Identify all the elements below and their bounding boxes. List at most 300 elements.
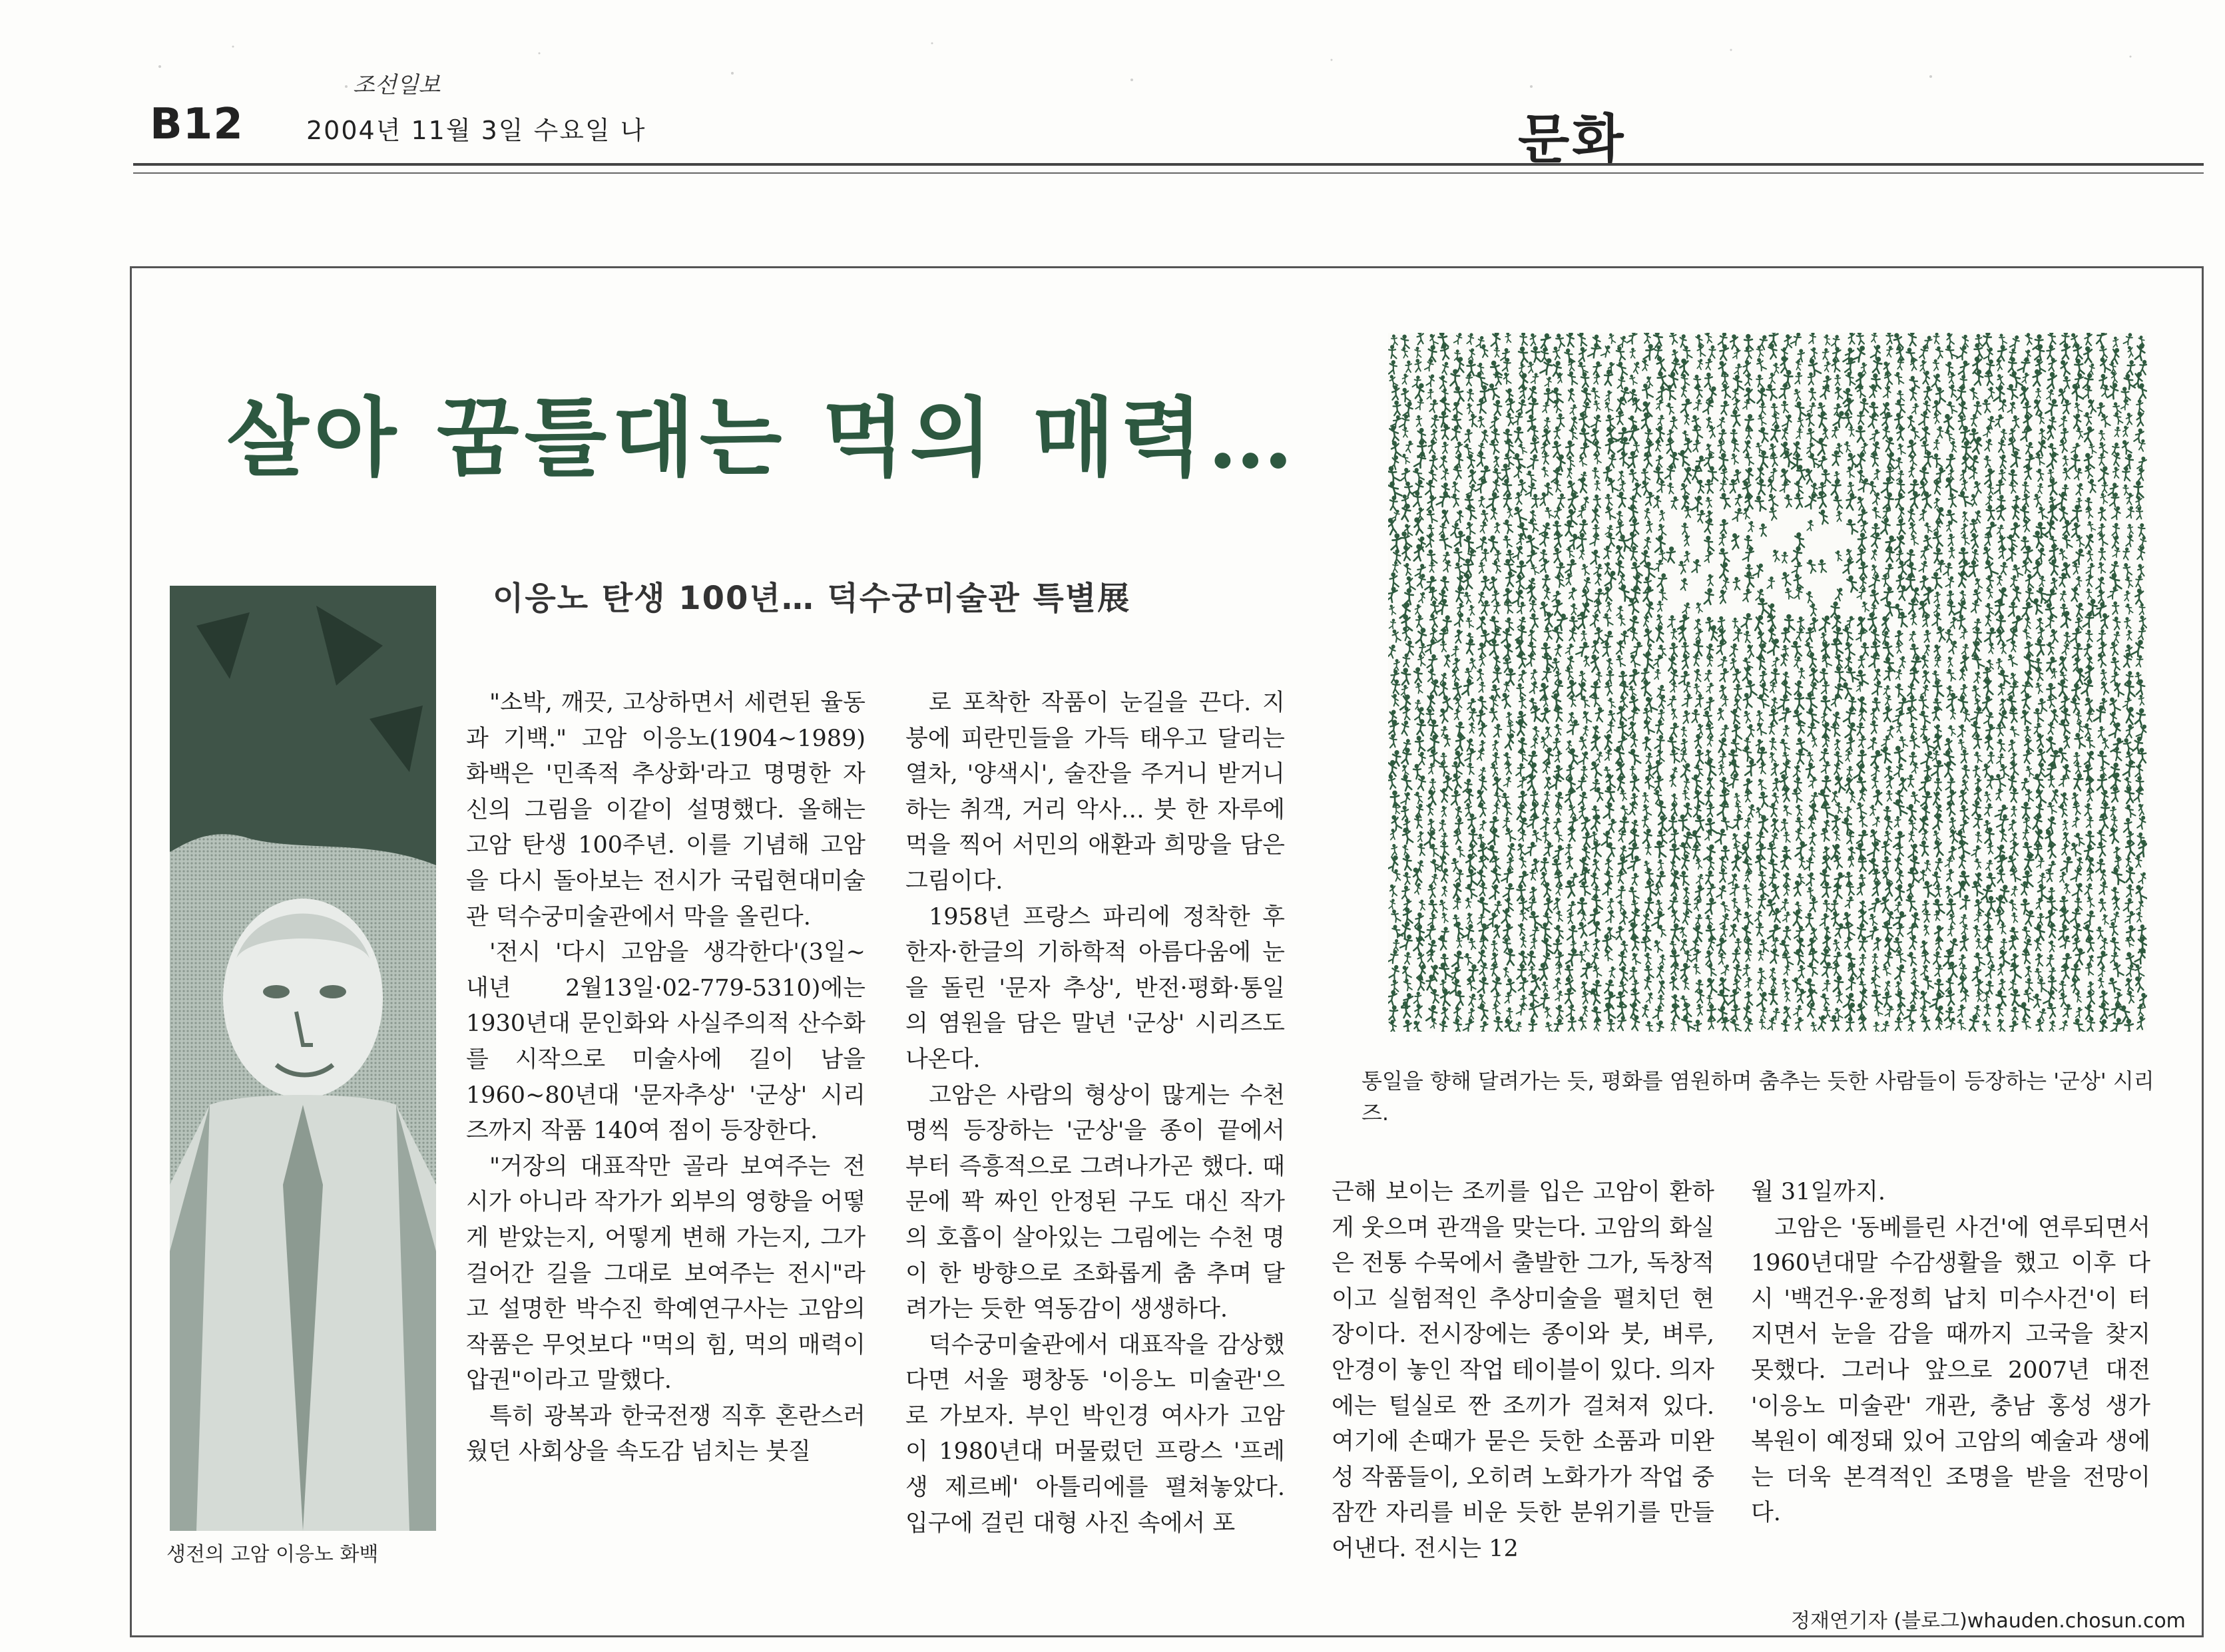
crowd-figure bbox=[1467, 708, 1477, 721]
crowd-figure bbox=[1793, 881, 1802, 896]
crowd-figure bbox=[1441, 842, 1449, 855]
crowd-figure bbox=[1542, 938, 1553, 954]
crowd-figure bbox=[1935, 626, 1946, 642]
crowd-figure bbox=[2083, 643, 2093, 657]
crowd-figure bbox=[1541, 801, 1551, 815]
crowd-figure bbox=[1883, 601, 1895, 617]
crowd-figure bbox=[1592, 841, 1601, 857]
crowd-figure bbox=[2023, 853, 2036, 871]
crowd-figure bbox=[1692, 710, 1699, 723]
crowd-figure bbox=[2113, 467, 2119, 478]
crowd-figure bbox=[1494, 724, 1502, 737]
crowd-figure bbox=[1716, 828, 1727, 844]
crowd-figure bbox=[2039, 576, 2045, 586]
crowd-figure bbox=[1912, 403, 1919, 414]
crowd-figure bbox=[1883, 437, 1895, 453]
crowd-figure bbox=[1768, 722, 1776, 734]
crowd-figure bbox=[1667, 735, 1679, 751]
crowd-figure bbox=[1935, 778, 1941, 791]
crowd-figure bbox=[1642, 359, 1648, 370]
crowd-figure bbox=[1682, 602, 1691, 614]
crowd-figure bbox=[2007, 437, 2019, 453]
crowd-figure bbox=[2047, 642, 2055, 655]
crowd-figure bbox=[1770, 948, 1779, 963]
crowd-figure bbox=[1705, 643, 1715, 658]
crowd-figure bbox=[1477, 914, 1485, 925]
crowd-figure bbox=[2137, 468, 2145, 481]
crowd-figure bbox=[1631, 952, 1640, 965]
crowd-figure bbox=[1428, 720, 1439, 736]
crowd-figure bbox=[2009, 899, 2017, 911]
crowd-figure bbox=[2071, 963, 2081, 980]
crowd-figure bbox=[1822, 428, 1830, 440]
crowd-figure bbox=[1988, 751, 1994, 763]
crowd-figure bbox=[1702, 710, 1714, 726]
crowd-figure bbox=[1870, 564, 1879, 575]
crowd-figure bbox=[1643, 508, 1651, 519]
crowd-figure bbox=[1493, 791, 1502, 803]
crowd-figure bbox=[1626, 424, 1641, 443]
crowd-figure bbox=[1401, 347, 1409, 358]
crowd-figure bbox=[1555, 333, 1565, 347]
crowd-figure bbox=[1718, 656, 1728, 668]
crowd-figure bbox=[1608, 454, 1616, 468]
crowd-figure bbox=[2134, 884, 2147, 901]
crowd-figure bbox=[1999, 698, 2006, 710]
crowd-figure bbox=[1895, 413, 1903, 428]
crowd-figure bbox=[2009, 469, 2017, 484]
crowd-figure bbox=[2072, 413, 2082, 429]
crowd-figure bbox=[1921, 426, 1930, 441]
crowd-figure bbox=[1784, 991, 1791, 1002]
crowd-figure bbox=[1567, 546, 1575, 558]
crowd-figure bbox=[1454, 1006, 1461, 1019]
crowd-figure bbox=[1792, 561, 1803, 575]
crowd-figure bbox=[1490, 976, 1503, 993]
crowd-figure bbox=[1960, 628, 1967, 640]
crowd-figure bbox=[1455, 937, 1463, 948]
crowd-figure bbox=[1425, 924, 1436, 940]
crowd-figure bbox=[1477, 870, 1485, 884]
crowd-figure bbox=[2073, 1018, 2085, 1032]
crowd-figure bbox=[1892, 936, 1903, 952]
crowd-figure bbox=[1893, 745, 1905, 763]
crowd-figure bbox=[1920, 1015, 1932, 1031]
crowd-figure bbox=[1653, 1005, 1663, 1020]
crowd-figure bbox=[1781, 572, 1791, 586]
crowd-figure bbox=[2136, 564, 2146, 577]
crowd-figure bbox=[1469, 605, 1475, 616]
crowd-figure bbox=[1554, 723, 1563, 735]
crowd-figure bbox=[1954, 599, 1968, 617]
crowd-figure bbox=[1704, 497, 1713, 508]
crowd-figure bbox=[2132, 639, 2145, 657]
crowd-figure bbox=[1501, 908, 1511, 924]
crowd-figure bbox=[1628, 469, 1638, 483]
crowd-figure bbox=[2109, 361, 2116, 373]
crowd-figure bbox=[2137, 1016, 2144, 1030]
crowd-figure bbox=[2059, 590, 2068, 602]
crowd-figure bbox=[1743, 831, 1752, 846]
crowd-figure bbox=[1767, 843, 1777, 858]
crowd-figure bbox=[1795, 372, 1802, 384]
crowd-figure bbox=[1822, 681, 1829, 694]
crowd-figure bbox=[2112, 506, 2122, 520]
crowd-figure bbox=[1770, 668, 1779, 683]
crowd-figure bbox=[2102, 385, 2109, 397]
crowd-figure bbox=[2025, 966, 2032, 977]
crowd-figure bbox=[1391, 909, 1401, 923]
crowd-figure bbox=[1809, 668, 1818, 684]
crowd-figure bbox=[1670, 417, 1676, 429]
crowd-figure bbox=[1856, 333, 1865, 345]
crowd-figure bbox=[1388, 644, 1397, 658]
crowd-figure bbox=[2124, 839, 2135, 856]
crowd-figure bbox=[1389, 1020, 1397, 1032]
page-number: B12 bbox=[150, 100, 244, 149]
crowd-figure bbox=[1860, 398, 1869, 412]
crowd-figure bbox=[1732, 833, 1740, 845]
crowd-figure bbox=[1945, 344, 1957, 360]
crowd-figure bbox=[1628, 505, 1638, 521]
crowd-figure bbox=[1975, 831, 1982, 842]
crowd-figure bbox=[1871, 953, 1877, 964]
headline: 살아 꿈틀대는 먹의 매력… bbox=[226, 388, 1299, 488]
crowd-figure bbox=[1945, 429, 1954, 441]
crowd-figure bbox=[1419, 752, 1425, 765]
crowd-figure bbox=[1985, 951, 1995, 964]
crowd-figure bbox=[1653, 760, 1662, 775]
crowd-figure bbox=[1405, 440, 1414, 453]
crowd-figure bbox=[1759, 451, 1768, 467]
crowd-figure bbox=[1780, 706, 1792, 722]
crowd-figure bbox=[1909, 333, 1916, 345]
crowd-figure bbox=[2085, 910, 2095, 925]
crowd-figure bbox=[1719, 856, 1726, 868]
crowd-figure bbox=[1757, 778, 1766, 790]
crowd-figure bbox=[2059, 980, 2066, 992]
crowd-figure bbox=[1923, 881, 1934, 898]
crowd-figure bbox=[1708, 345, 1716, 358]
crowd-figure bbox=[1604, 401, 1612, 413]
crowd-figure bbox=[2026, 574, 2034, 588]
crowd-figure bbox=[1463, 591, 1472, 604]
crowd-figure bbox=[1670, 909, 1680, 923]
crowd-figure bbox=[1477, 669, 1483, 681]
crowd-figure bbox=[1871, 777, 1878, 789]
crowd-figure bbox=[1520, 333, 1527, 345]
crowd-figure bbox=[1770, 803, 1778, 817]
crowd-figure bbox=[2083, 844, 2095, 861]
crowd-figure bbox=[1880, 897, 1890, 913]
crowd-figure bbox=[1628, 686, 1636, 697]
crowd-figure bbox=[1642, 828, 1652, 845]
crowd-figure bbox=[2063, 1004, 2072, 1018]
crowd-figure bbox=[1403, 427, 1408, 437]
crowd-figure bbox=[1477, 1003, 1489, 1020]
crowd-figure bbox=[2100, 493, 2108, 504]
crowd-figure bbox=[1478, 696, 1487, 710]
crowd-figure bbox=[1730, 1018, 1741, 1032]
crowd-figure bbox=[2126, 493, 2134, 505]
crowd-figure bbox=[1481, 549, 1489, 561]
crowd-figure bbox=[1845, 493, 1857, 510]
crowd-figure bbox=[2022, 802, 2031, 818]
crowd-figure bbox=[1451, 882, 1463, 900]
crowd-figure bbox=[1577, 921, 1589, 938]
crowd-figure bbox=[1514, 465, 1523, 479]
crowd-figure bbox=[1871, 441, 1881, 456]
crowd-figure bbox=[1984, 1004, 1991, 1016]
crowd-figure bbox=[2036, 748, 2047, 764]
crowd-figure bbox=[1668, 895, 1679, 911]
crowd-figure bbox=[1582, 832, 1592, 847]
crowd-figure bbox=[1553, 737, 1561, 750]
crowd-figure bbox=[1431, 414, 1439, 428]
crowd-figure bbox=[1796, 720, 1806, 733]
crowd-figure bbox=[1834, 975, 1844, 992]
crowd-figure bbox=[1694, 914, 1703, 927]
crowd-figure bbox=[1577, 776, 1587, 791]
crowd-figure bbox=[1531, 373, 1539, 384]
crowd-figure bbox=[1959, 669, 1966, 681]
crowd-figure bbox=[1730, 533, 1741, 550]
crowd-figure bbox=[1734, 684, 1742, 698]
crowd-figure bbox=[2037, 884, 2048, 900]
crowd-figure bbox=[1949, 817, 1957, 829]
crowd-figure bbox=[1531, 790, 1538, 803]
crowd-figure bbox=[1413, 359, 1422, 372]
crowd-figure bbox=[1544, 417, 1551, 428]
section-title: 문화 bbox=[1518, 108, 1626, 170]
crowd-figure bbox=[1994, 385, 2005, 401]
crowd-figure bbox=[1668, 802, 1679, 817]
crowd-figure bbox=[2037, 483, 2044, 493]
crowd-figure bbox=[2010, 335, 2021, 349]
crowd-figure bbox=[1670, 722, 1680, 737]
crowd-figure bbox=[1478, 976, 1489, 993]
crowd-figure bbox=[1729, 989, 1738, 1004]
crowd-figure bbox=[1921, 655, 1929, 668]
crowd-figure bbox=[1856, 967, 1865, 980]
crowd-figure bbox=[1467, 813, 1475, 829]
crowd-figure bbox=[2095, 333, 2107, 345]
crowd-figure bbox=[1961, 644, 1969, 655]
crowd-figure bbox=[1492, 1003, 1500, 1014]
crowd-figure bbox=[1958, 725, 1966, 737]
crowd-figure bbox=[1970, 414, 1978, 427]
crowd-figure bbox=[2021, 710, 2031, 725]
crowd-figure bbox=[2061, 643, 2071, 655]
crowd-figure bbox=[1450, 522, 1460, 537]
crowd-figure bbox=[1973, 734, 1982, 749]
crowd-figure bbox=[1908, 630, 1917, 642]
crowd-figure bbox=[1758, 871, 1766, 884]
crowd-figure bbox=[2008, 602, 2017, 616]
crowd-figure bbox=[1982, 333, 1992, 347]
crowd-figure bbox=[2084, 883, 2094, 896]
crowd-figure bbox=[1670, 642, 1678, 657]
crowd-figure bbox=[1958, 490, 1971, 507]
crowd-figure bbox=[1983, 558, 1998, 577]
crowd-figure bbox=[1784, 831, 1790, 842]
crowd-figure bbox=[1541, 467, 1549, 477]
crowd-figure bbox=[2011, 806, 2017, 817]
crowd-figure bbox=[2134, 481, 2144, 498]
crowd-figure bbox=[1590, 814, 1602, 831]
crowd-figure bbox=[2035, 468, 2045, 481]
crowd-figure bbox=[1670, 962, 1680, 976]
crowd-figure bbox=[1453, 546, 1465, 562]
crowd-figure bbox=[1948, 493, 1957, 507]
portrait-illustration bbox=[170, 586, 436, 1531]
crowd-figure bbox=[1680, 910, 1691, 924]
crowd-figure bbox=[1931, 572, 1941, 588]
crowd-figure bbox=[1656, 600, 1664, 612]
crowd-figure bbox=[1758, 815, 1769, 832]
crowd-figure bbox=[1542, 652, 1553, 669]
crowd-figure bbox=[2110, 806, 2116, 817]
crowd-figure bbox=[1426, 374, 1435, 387]
crowd-figure bbox=[1982, 546, 1993, 561]
crowd-figure bbox=[2087, 1017, 2095, 1031]
crowd-figure bbox=[1983, 791, 1992, 802]
crowd-figure bbox=[2122, 547, 2131, 560]
crowd-figure bbox=[1527, 813, 1539, 829]
crowd-figure bbox=[1759, 762, 1766, 774]
crowd-figure bbox=[2034, 638, 2047, 656]
crowd-figure bbox=[1986, 775, 1995, 789]
crowd-figure bbox=[1772, 936, 1780, 948]
crowd-figure bbox=[2110, 671, 2118, 684]
crowd-figure bbox=[1796, 805, 1803, 816]
crowd-figure bbox=[1720, 668, 1728, 682]
crowd-figure bbox=[2101, 482, 2108, 493]
crowd-figure bbox=[1846, 371, 1855, 385]
crowd-figure bbox=[1592, 640, 1599, 654]
crowd-figure bbox=[1414, 668, 1423, 683]
crowd-figure bbox=[1545, 376, 1552, 387]
crowd-figure bbox=[1971, 549, 1980, 562]
crowd-figure bbox=[1554, 480, 1561, 492]
crowd-figure bbox=[1794, 481, 1803, 494]
crowd-figure bbox=[1999, 829, 2007, 841]
crowd-figure bbox=[1393, 549, 1402, 564]
crowd-figure bbox=[1885, 333, 1895, 344]
crowd-figure bbox=[2072, 684, 2081, 700]
crowd-figure bbox=[1705, 749, 1713, 761]
crowd-figure bbox=[1834, 751, 1842, 764]
crowd-figure bbox=[1957, 839, 1970, 856]
crowd-figure bbox=[1428, 899, 1439, 914]
crowd-figure bbox=[1529, 333, 1537, 345]
crowd-figure bbox=[1945, 978, 1954, 991]
crowd-figure bbox=[1824, 335, 1830, 345]
crowd-figure bbox=[1694, 399, 1702, 411]
crowd-figure bbox=[1809, 948, 1818, 963]
crowd-figure bbox=[1831, 900, 1838, 913]
crowd-figure bbox=[1692, 654, 1700, 666]
crowd-figure bbox=[1427, 389, 1433, 399]
crowd-figure bbox=[2098, 750, 2109, 766]
crowd-figure bbox=[1760, 670, 1767, 683]
crowd-figure bbox=[1679, 749, 1688, 762]
crowd-figure bbox=[1785, 588, 1794, 600]
crowd-figure bbox=[1816, 437, 1828, 455]
crowd-figure bbox=[1646, 1021, 1654, 1032]
crowd-figure bbox=[2077, 722, 2083, 732]
crowd-figure bbox=[1933, 400, 1941, 414]
crowd-figure bbox=[1808, 832, 1817, 845]
crowd-figure bbox=[1567, 492, 1579, 509]
crowd-figure bbox=[2064, 632, 2070, 643]
crowd-figure bbox=[1670, 628, 1678, 640]
crowd-figure bbox=[1704, 373, 1712, 387]
crowd-figure bbox=[1691, 845, 1702, 860]
crowd-figure bbox=[1467, 333, 1474, 345]
crowd-figure bbox=[1705, 915, 1713, 926]
paragraph: "소박, 깨끗, 고상하면서 세련된 율동과 기백." 고암 이응노(1904~1989) 화백은 '민족적 추상화'라고 명명한 자신의 그림을 이같이 설명했다. 올해는 고암 탄생 100주년. 이를 기념해 고암을 다시 돌아보는 전시가 국립현대미술관 덕수궁미술관에서 막을 올린다. bbox=[466, 690, 865, 930]
crowd-figure bbox=[1923, 586, 1933, 604]
crowd-figure bbox=[1919, 870, 1927, 881]
crowd-figure bbox=[1552, 1018, 1565, 1032]
crowd-figure bbox=[1835, 666, 1846, 682]
crowd-figure bbox=[1881, 477, 1893, 494]
crowd-figure bbox=[1743, 911, 1754, 927]
crowd-figure bbox=[1807, 520, 1814, 530]
crowd-figure bbox=[1705, 759, 1716, 776]
crowd-figure bbox=[1836, 991, 1842, 1002]
crowd-figure bbox=[1959, 590, 1966, 601]
crowd-figure bbox=[1577, 1016, 1587, 1030]
crowd-figure bbox=[1883, 385, 1891, 397]
crowd-figure bbox=[1517, 843, 1526, 856]
crowd-figure bbox=[1411, 867, 1423, 885]
crowd-figure bbox=[1655, 899, 1663, 911]
crowd-figure bbox=[1782, 978, 1790, 990]
crowd-figure bbox=[1881, 586, 1894, 603]
crowd-figure bbox=[1468, 938, 1476, 950]
crowd-figure bbox=[1844, 921, 1855, 936]
crowd-figure bbox=[1644, 652, 1654, 668]
crowd-figure bbox=[2071, 773, 2085, 791]
crowd-figure bbox=[1882, 641, 1894, 658]
crowd-figure bbox=[1858, 909, 1867, 925]
crowd-figure bbox=[1974, 751, 1982, 763]
crowd-figure bbox=[1642, 719, 1654, 735]
crowd-figure bbox=[1415, 398, 1424, 410]
crowd-figure bbox=[1792, 546, 1803, 563]
crowd-figure bbox=[2038, 413, 2045, 423]
crowd-figure bbox=[1529, 600, 1537, 612]
crowd-figure bbox=[2011, 885, 2018, 896]
crowd-figure bbox=[1518, 443, 1527, 454]
crowd-figure bbox=[1782, 1020, 1790, 1032]
crowd-figure bbox=[1455, 709, 1460, 720]
crowd-figure bbox=[2022, 493, 2030, 507]
crowd-figure bbox=[1921, 829, 1928, 840]
crowd-figure bbox=[2071, 867, 2083, 882]
crowd-figure bbox=[1923, 401, 1930, 413]
crowd-figure bbox=[1580, 442, 1589, 457]
crowd-figure bbox=[1616, 885, 1626, 899]
crowd-figure bbox=[1796, 841, 1807, 858]
crowd-figure bbox=[1429, 562, 1435, 572]
crowd-figure bbox=[1606, 910, 1615, 923]
crowd-figure bbox=[1668, 950, 1680, 967]
crowd-figure bbox=[1692, 559, 1700, 573]
crowd-figure bbox=[1778, 356, 1790, 373]
